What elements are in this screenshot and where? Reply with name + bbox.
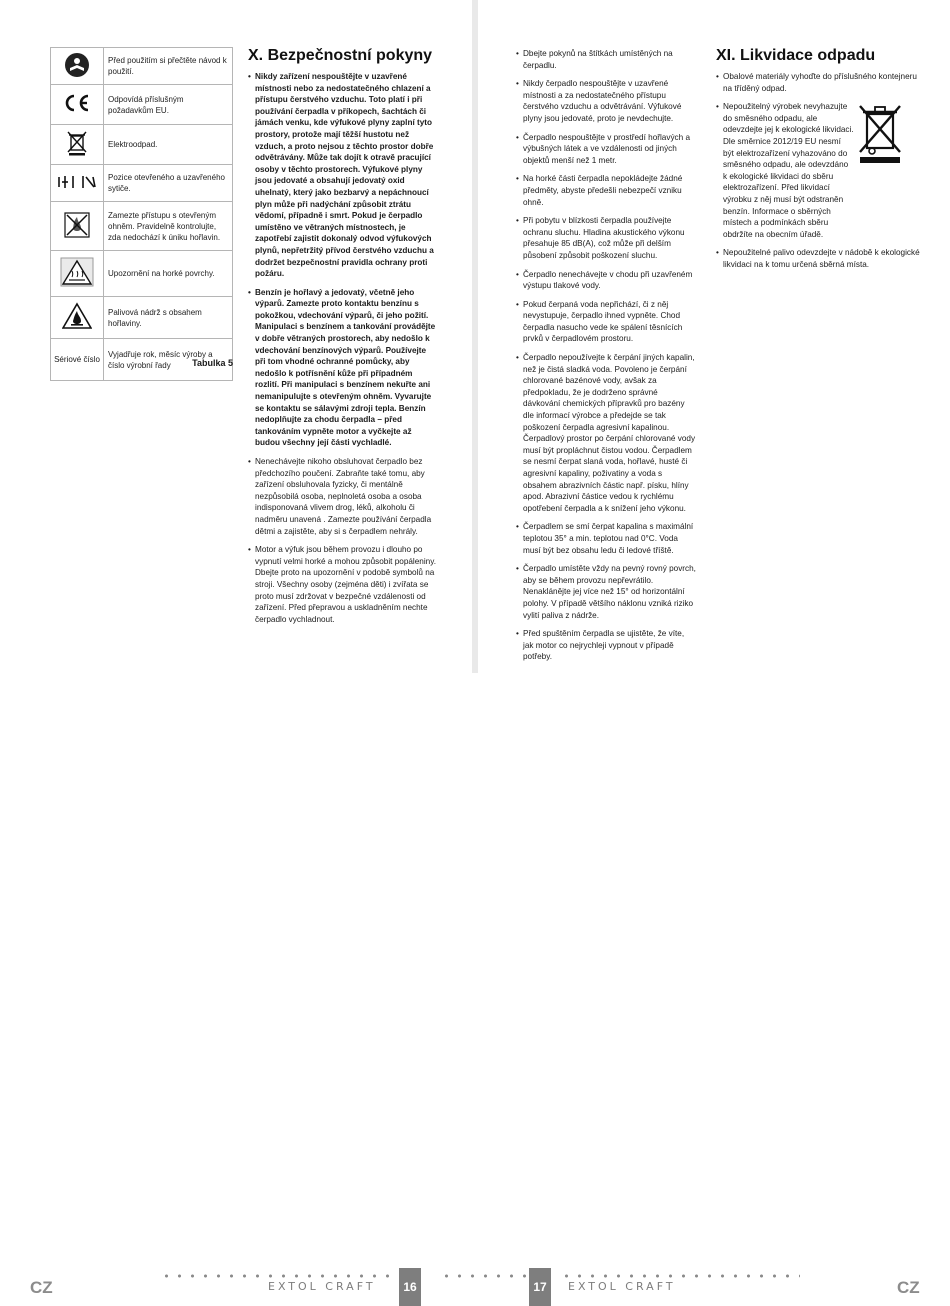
table-cell-text: Pozice otevřeného a uzavřeného sytiče. [104,165,233,202]
list-item: • Čerpadlo umístěte vždy na pevný rovný povrch, aby se během provozu nepřevrátilo. Nenaklánějte jej více než 15° od horizontální polohy. V případě většího náklonu vzniká riziko vylití paliva z nádrže. [516,563,696,621]
table-cell-text: Upozornění na horké povrchy. [104,251,233,297]
table-cell-label: Sériové číslo [51,339,104,381]
page-number: 17 [529,1268,551,1306]
footer-dots [560,1274,800,1278]
list-item: • Čerpadlo nepoužívejte k čerpání jiných kapalin, než je čistá sladká voda. Povoleno je čerpání chlorované bazénové vody, avšak za předpokladu, že je dodrženo správné dávkování chemických přípravků pro bazény dle informací výrobce a předejde se tak poškození čerpadla agresivní kapalinou. Čerpadlový prostor po čerpání chlorované vody musí být propláchnut čistou vodou. Čerpadlem se nesmí čerpat slaná voda, hořlavé, husté či agresivní kapaliny, poživatiny a voda s obsahem abrazivních částic např. písku, hlíny apod. Abrazivní částice vedou k rychlému opotřebení čerpadla a k snížení jeho výkonu. [516,352,696,514]
table-cell-text: Palivová nádrž s obsahem hořlaviny. [104,297,233,339]
list-item: • Nikdy čerpadlo nespouštějte v uzavřené místnosti a za nedostatečného přístupu čerstvého vzduchu a odvětrávání. Výfukové plyny jsou jedovaté, proto je nevdechujte. [516,78,696,124]
section-title: XI. Likvidace odpadu [716,47,876,64]
ce-mark-icon [63,94,91,112]
table-row [51,202,233,251]
language-code: CZ [30,1278,53,1297]
table-cell-text: Před použitím si přečtěte návod k použití. [104,48,233,85]
table-row [51,125,233,165]
list-item: • Před spuštěním čerpadla se ujistěte, že víte, jak motor co nejrychleji vypnout v případě potřeby. [516,628,696,663]
list-item: • Nepoužitelný výrobek nevyhazujte do směsného odpadu, ale odevzdejte jej k ekologické likvidaci. Dle směrnice 2012/19 EU nesmí být elektrozařízení vyhazováno do směsného odpadu, ale odevzdáno k ekologické likvidaci do sběru elektrozařízení. Před likvidací výrobku z něj musí být odstraněn benzín. Informace o sběrných místech a podmínkách sběru obdržíte na obecním úřadě. [716,101,926,240]
brand-logo: EXTOL CRAFT [268,1280,376,1293]
list-item: • Při pobytu v blízkosti čerpadla používejte ochranu sluchu. Hladina akustického výkonu přesahuje 85 dB(A), což může při delším působení způsobit poškození sluchu. [516,215,696,261]
section-title: X. Bezpečnostní pokyny [248,47,433,64]
table-row [51,165,233,202]
footer-dots [440,1274,530,1278]
list-item: • Čerpadlo nespouštějte v prostředí hořlavých a výbušných látek a ve vzdálenosti od jiných objektů menší než 1 metr. [516,132,696,167]
list-item: • Dbejte pokynů na štítkách umístěných na čerpadlu. [516,48,696,71]
list-item: • Nepoužitelné palivo odevzdejte v nádobě k ekologické likvidaci na k tomu určená sběrná místa. [716,247,926,270]
table-cell-text: Zamezte přístupu s otevřeným ohněm. Pravidelně kontrolujte, zda nedochází k úniku hořlavin. [104,202,233,251]
flammable-icon [62,302,92,330]
table-cell-text: Odpovídá příslušným požadavkům EU. [104,85,233,125]
section-10-column [248,47,438,632]
list-item: • Na horké části čerpadla nepokládejte žádné předměty, abyste předešli nebezpečí vzniku ohně. [516,173,696,208]
symbol-table [50,47,233,381]
table-cell-text: Elektroodpad. [104,125,233,165]
footer [0,633,950,1297]
list-item: • Čerpadlem se smí čerpat kapalina s maximální teplotou 35° a min. teplotou nad 0°C. Voda musí být bez obsahu ledu či ledové tříště. [516,521,696,556]
no-flame-icon [64,212,90,238]
right-page [478,0,950,673]
list-item: • Motor a výfuk jsou během provozu i dlouho po vypnutí velmi horké a mohou způsobit popáleniny. Dbejte proto na upozornění v podobě symbolů na stroji. Všechny osoby (zejména děti) i zvířata se proto musí zdržovat v bezpečné vzdálenosti od zařízení. Před přepravou a uskladněním nechte čerpadlo vychladnout. [248,544,438,625]
section-10-continued-column [516,48,696,670]
read-manual-icon [64,52,90,78]
list-item: • Pokud čerpaná voda nepřichází, či z něj nevystupuje, čerpadlo ihned vypněte. Chod čerpadla nasucho vede ke spálení těsnících prvků v čerpadlovém prostoru. [516,299,696,345]
list-item: • Obalové materiály vyhoďte do příslušného kontejneru na tříděný odpad. [716,71,926,94]
table-row [51,251,233,297]
list-item: • Čerpadlo nenechávejte v chodu při uzavřeném výstupu tlakové vody. [516,269,696,292]
page-number: 16 [399,1268,421,1306]
crossed-bin-icon [66,130,88,156]
table-row [51,48,233,85]
table-cell-text: Vyjadřuje rok, měsíc výroby a číslo výrobní řady [104,339,233,381]
table-caption: Tabulka 5 [192,358,233,368]
list-item: • Nenechávejte nikoho obsluhovat čerpadlo bez předchozího poučení. Zabraňte také tomu, aby zařízení obsluhovala fyzicky, či mentálně nezpůsobilá osoba, neplnoletá osoba a osoba indisponovaná vlivem drog, léků, alkoholu či nadměru unavená . Zamezte používání čerpadla dětmi a zajistěte, aby si s čerpadlem nehrály. [248,456,438,537]
brand-logo: EXTOL CRAFT [568,1280,676,1293]
list-item: • Benzín je hořlavý a jedovatý, včetně jeho výparů. Zamezte proto kontaktu benzínu s pokožkou, vdechování výparů, či jeho požití. Manipulaci s benzínem a tankování provádějte v dobře větraných prostorech, aby nedošlo k vdechování benzínových výparů. Používejte při tom vhodné ochranné pomůcky, aby nedošlo k potřísnění kůže při případném rozlití. Při manipulaci s benzínem nekuřte ani nemanipulujte s otevřeným ohněm. Vyvarujte se kontaktu se sálavými zdroji tepla. Benzín nedoplňujte za chodu čerpadla – před tankováním vypněte motor a vyčkejte až budou všechny její části vychladlé. [248,287,438,449]
language-code: CZ [897,1278,920,1297]
table-row [51,85,233,125]
list-item: • Nikdy zařízení nespouštějte v uzavřené místnosti nebo za nedostatečného chlazení a přístupu čerstvého vzduchu. Toto platí i při používání čerpadla v příkopech, šachtách či jámách venku, kde výfukové plyny zaplní tyto prostory, protože mají těžší hustotu než vzduch, a proto nejsou z těchto prostor dobře odvětrávány. Může tak dojít k otravě pracující osoby v těchto prostorech. Výfukové plyny jsou jedovaté a obsahují jedovatý oxid uhelnatý, který jako bezbarvý a nepáchnoucí plyn může při nadýchání způsobit ztrátu vědomí, případně i smrt. Pokud je čerpadlo umístěno ve větraných místnostech, je zapotřebí zajistit dokonalý odvod výfukových plynů, nepřetržitý přívod čerstvého vzduchu a dodržet bezpečnostní pravidla ochrany proti požáru. [248,71,438,280]
crossed-bin-icon [856,100,904,164]
tank-positions-icon [57,174,97,190]
hot-surface-icon [60,257,94,287]
footer-dots [160,1274,390,1278]
left-page [0,0,472,673]
table-row [51,297,233,339]
